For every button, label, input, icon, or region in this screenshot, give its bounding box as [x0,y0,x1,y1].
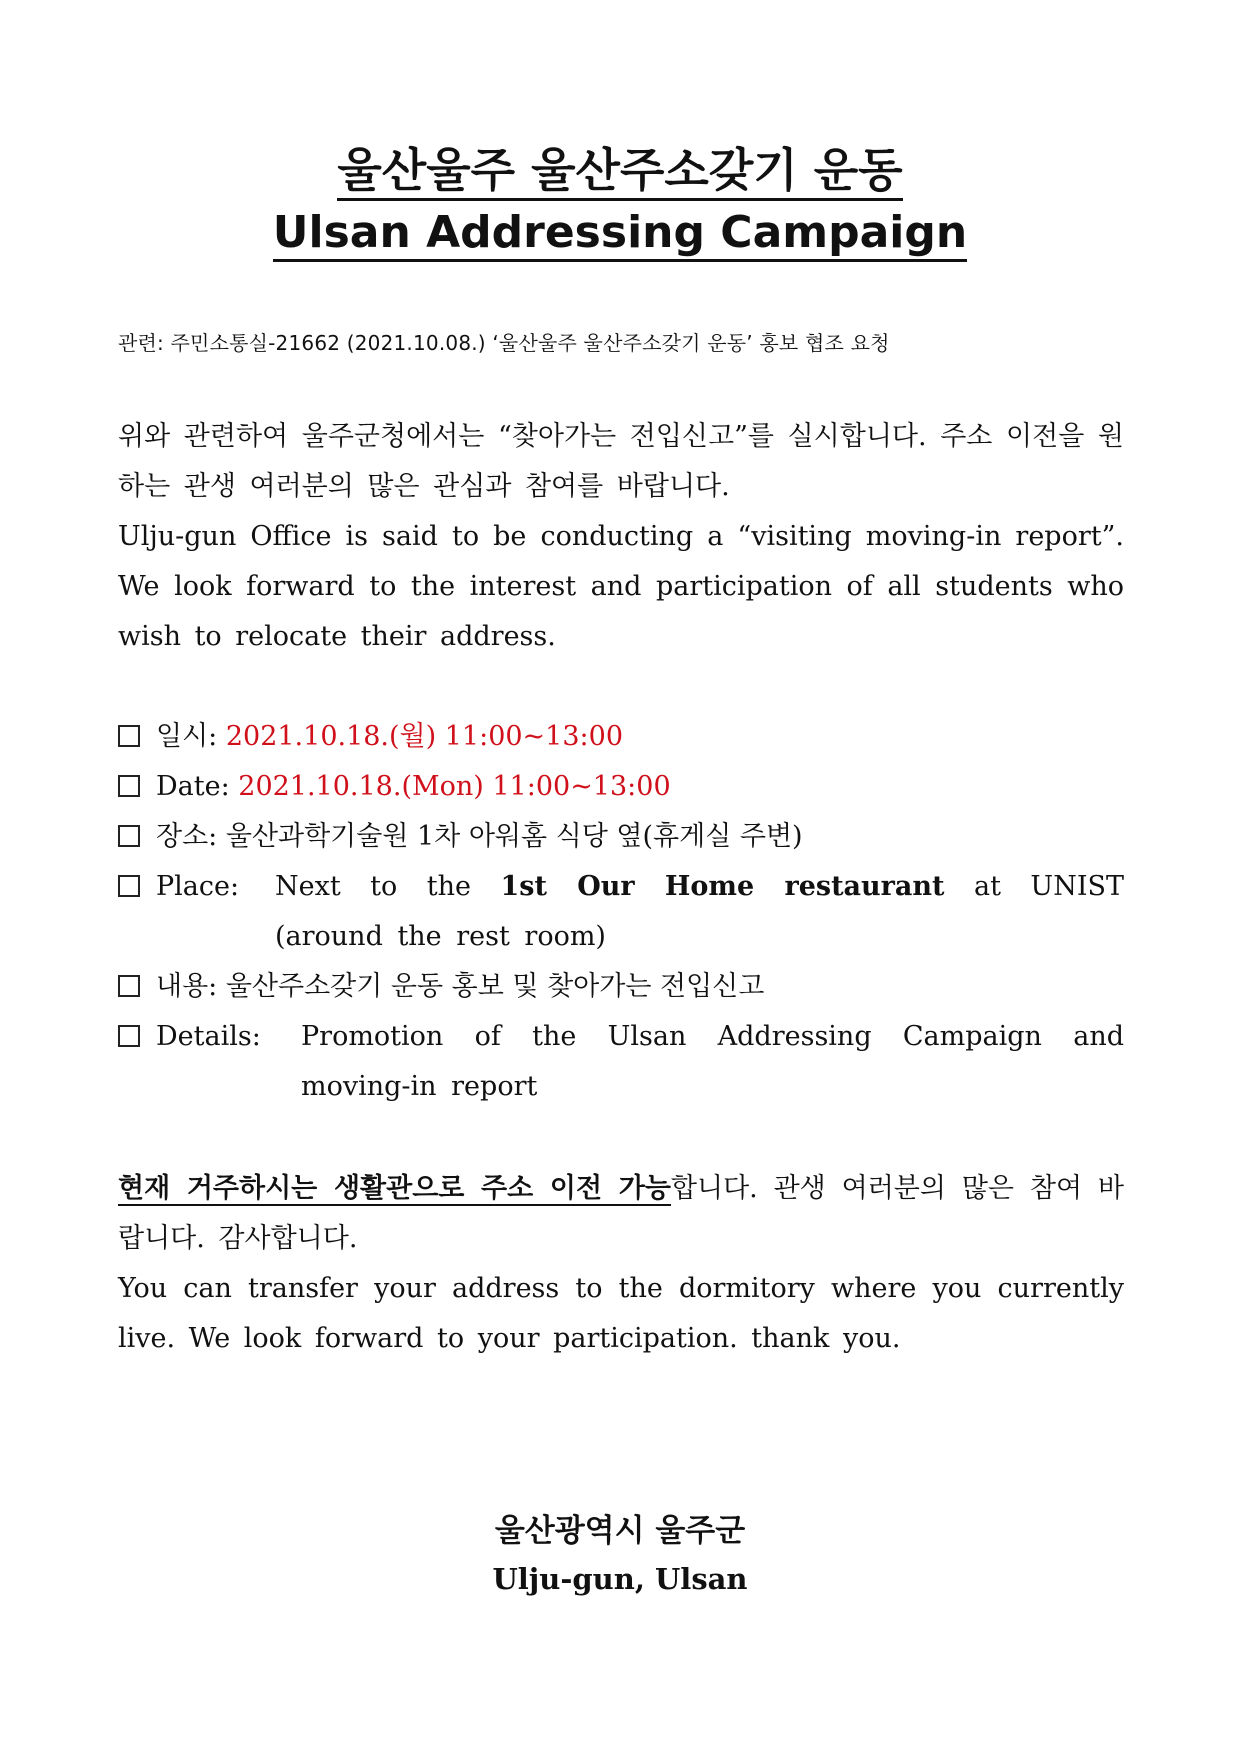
checkbox-icon [118,725,140,747]
place-en-text [275,862,1124,962]
list-item-date-en [118,762,1124,812]
closing-korean [118,1164,1124,1264]
intro-paragraph [118,412,1124,662]
intro-english: Ulju-gun Office is said to be conducting a “visiting moving-in report”. We look forward to the interest and participation of all students who wish to relocate their address. [118,521,1124,652]
checkbox-icon [118,775,140,797]
closing-emphasis: 현재 거주하시는 생활관으로 주소 이전 가능 [118,1173,671,1204]
place-en-restaurant: 1st Our Home restaurant [500,871,945,902]
title-korean [0,140,1240,200]
intro-korean: 위와 관련하여 울주군청에서는 “찾아가는 전입신고”를 실시합니다. 주소 이전을 원하는 관생 여러분의 많은 관심과 참여를 바랍니다. [118,421,1124,502]
place-en-post: at UNIST (around the rest room) [275,871,1124,952]
content-en-label: Details: [156,1021,261,1052]
content-en-label-wrap [118,1012,301,1062]
list-item-content-en [118,1012,1124,1112]
date-en-value: 2021.10.18.(Mon) 11:00~13:00 [238,771,671,802]
checkbox-icon [118,825,140,847]
closing-korean-rest: 합니다. 관생 여러분의 많은 참여 바랍니다. 감사합니다. [118,1173,1124,1254]
list-item-place-ko [118,812,1124,862]
signature-english: Ulju-gun, Ulsan [492,1562,748,1596]
content-ko: 내용: 울산주소갖기 운동 홍보 및 찾아가는 전입신고 [156,971,765,1002]
signature-korean: 울산광역시 울주군 [494,1513,746,1549]
details-list [118,712,1124,1112]
title-korean-text: 울산울주 울산주소갖기 운동 [337,143,902,201]
place-en-label: Place: [156,871,240,902]
list-item-date-ko [118,712,1124,762]
place-en-pre: Next to the [275,871,501,902]
content-en-text: Promotion of the Ulsan Addressing Campaign and moving-in report [301,1021,1124,1102]
date-ko-value: 2021.10.18.(월) 11:00~13:00 [225,721,623,752]
date-ko-label: 일시: [156,721,226,752]
checkbox-icon [118,875,140,897]
closing-paragraph [118,1164,1124,1364]
date-en-label: Date: [156,771,239,802]
reference-line: 관련: 주민소통실-21662 (2021.10.08.) ‘울산울주 울산주소갖기 운동’ 홍보 협조 요청 [118,331,890,355]
title-english [0,203,1240,263]
closing-english: You can transfer your address to the dormitory where you currently live. We look forward to your participation. thank you. [118,1273,1124,1354]
list-item-place-en [118,862,1124,962]
place-en-label-wrap [118,862,275,912]
title-english-text: Ulsan Addressing Campaign [273,207,967,262]
list-item-content-ko [118,962,1124,1012]
place-ko: 장소: 울산과학기술원 1차 아워홈 식당 옆(휴게실 주변) [156,821,803,852]
checkbox-icon [118,975,140,997]
checkbox-icon [118,1025,140,1047]
